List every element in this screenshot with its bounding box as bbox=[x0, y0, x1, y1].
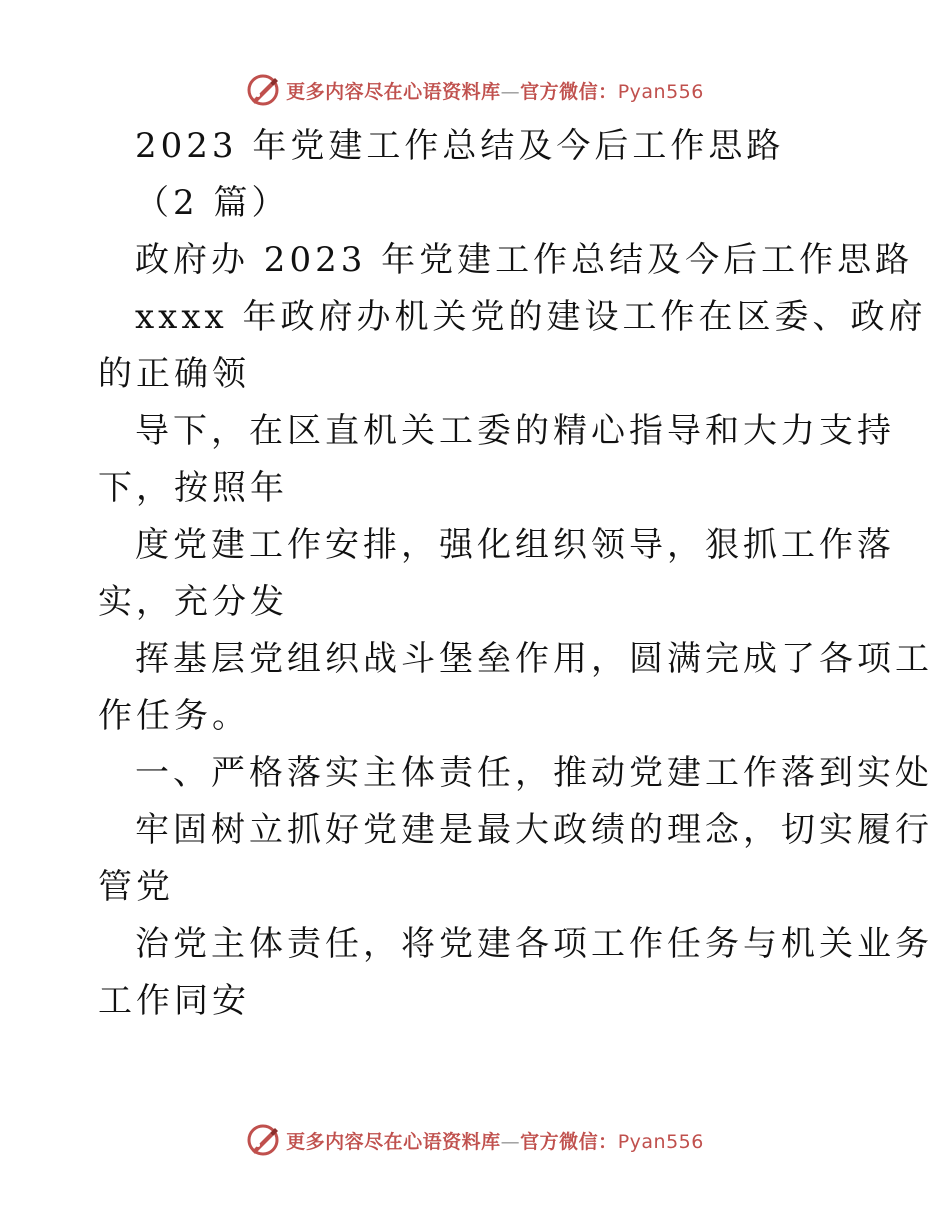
watermark-text bbox=[286, 1127, 704, 1154]
section-title: 政府办 2023 年党建工作总结及今后工作思路 bbox=[135, 240, 914, 280]
watermark-site: 更多内容尽在心语资料库 bbox=[286, 80, 501, 103]
paragraph-line: 治党主体责任，将党建各项工作任务与机关业务 bbox=[135, 924, 933, 964]
paragraph-line: 挥基层党组织战斗堡垒作用，圆满完成了各项工 bbox=[135, 639, 933, 679]
paragraph-line: 度党建工作安排，强化组织领导，狠抓工作落 bbox=[135, 525, 895, 565]
watermark-footer bbox=[0, 1120, 950, 1160]
watermark-wechat-id: Pyan556 bbox=[617, 80, 704, 103]
paragraph-line: 导下，在区直机关工委的精心指导和大力支持 bbox=[135, 411, 895, 451]
paragraph-line: 实，充分发 bbox=[98, 582, 288, 622]
watermark-separator: — bbox=[500, 80, 521, 103]
paragraph-line: 牢固树立抓好党建是最大政绩的理念，切实履行 bbox=[135, 810, 933, 850]
watermark-wechat-label: 官方微信： bbox=[520, 80, 618, 103]
paragraph-line: 下，按照年 bbox=[98, 468, 288, 508]
heading-one: 一、严格落实主体责任，推动党建工作落到实处 bbox=[135, 753, 933, 793]
paragraph-line: xxxx 年政府办机关党的建设工作在区委、政府 bbox=[135, 297, 927, 337]
document-body bbox=[98, 118, 933, 1030]
watermark-header bbox=[0, 70, 950, 110]
watermark-site: 更多内容尽在心语资料库 bbox=[286, 1130, 501, 1153]
watermark-wechat-label: 官方微信： bbox=[520, 1130, 618, 1153]
watermark-separator: — bbox=[500, 1130, 521, 1153]
paragraph-line: 管党 bbox=[98, 867, 174, 907]
pen-logo-icon bbox=[246, 73, 280, 107]
paragraph-line: 工作同安 bbox=[98, 981, 250, 1021]
paragraph-line: 的正确领 bbox=[98, 354, 250, 394]
watermark-text bbox=[286, 77, 704, 104]
pen-logo-icon bbox=[246, 1123, 280, 1157]
document-subtitle: （2 篇） bbox=[135, 183, 290, 223]
watermark-wechat-id: Pyan556 bbox=[617, 1130, 704, 1153]
document-title: 2023 年党建工作总结及今后工作思路 bbox=[135, 126, 785, 166]
paragraph-line: 作任务。 bbox=[98, 696, 250, 736]
